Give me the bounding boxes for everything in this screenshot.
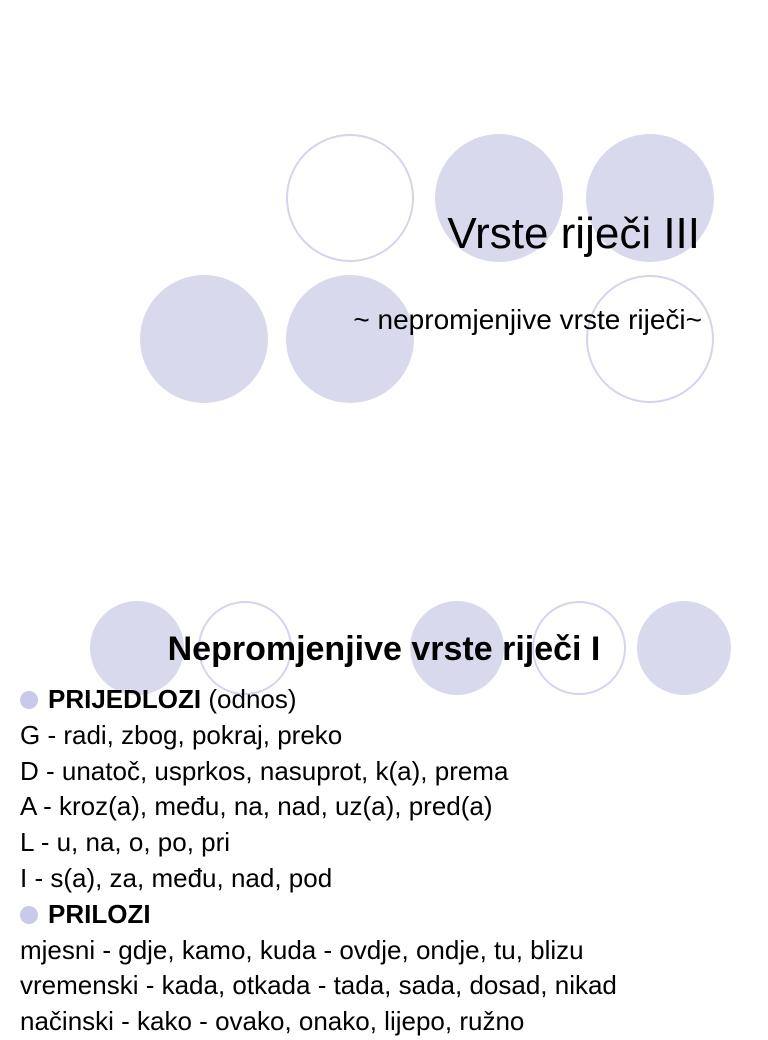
section-note: (odnos) (201, 684, 297, 714)
slide-title: Nepromjenjive vrste riječi I (167, 630, 601, 668)
list-item: A - kroz(a), među, na, nad, uz(a), pred(a) (20, 791, 493, 822)
list-item: D - unatoč, usprkos, nasuprot, k(a), prema (20, 755, 509, 786)
bullet-item-prilozi (20, 897, 617, 933)
slide-body (20, 682, 617, 1040)
decorative-circle-filled (140, 275, 268, 403)
list-item: L - u, na, o, po, pri (20, 827, 231, 858)
decorative-circle-outline (286, 134, 414, 262)
slide-subtitle: ~ nepromjenjive vrste riječi~ (353, 304, 702, 335)
bullet-icon (20, 691, 38, 709)
section-heading: PRIJEDLOZI (48, 684, 202, 714)
bullet-icon (20, 906, 38, 924)
list-item: G - radi, zbog, pokraj, preko (20, 719, 343, 750)
list-item: I - s(a), za, među, nad, pod (20, 862, 333, 893)
list-item: vremenski - kada, otkada - tada, sada, dosad, nikad (20, 970, 617, 1001)
list-item: načinski - kako - ovako, onako, lijepo, ružno (20, 1006, 525, 1037)
list-item: mjesni - gdje, kamo, kuda - ovdje, ondje, tu, blizu (20, 934, 584, 965)
bullet-item-prijedlozi (20, 682, 617, 718)
section-heading: PRILOZI (48, 898, 151, 929)
slide-title: Vrste riječi III (447, 209, 700, 258)
